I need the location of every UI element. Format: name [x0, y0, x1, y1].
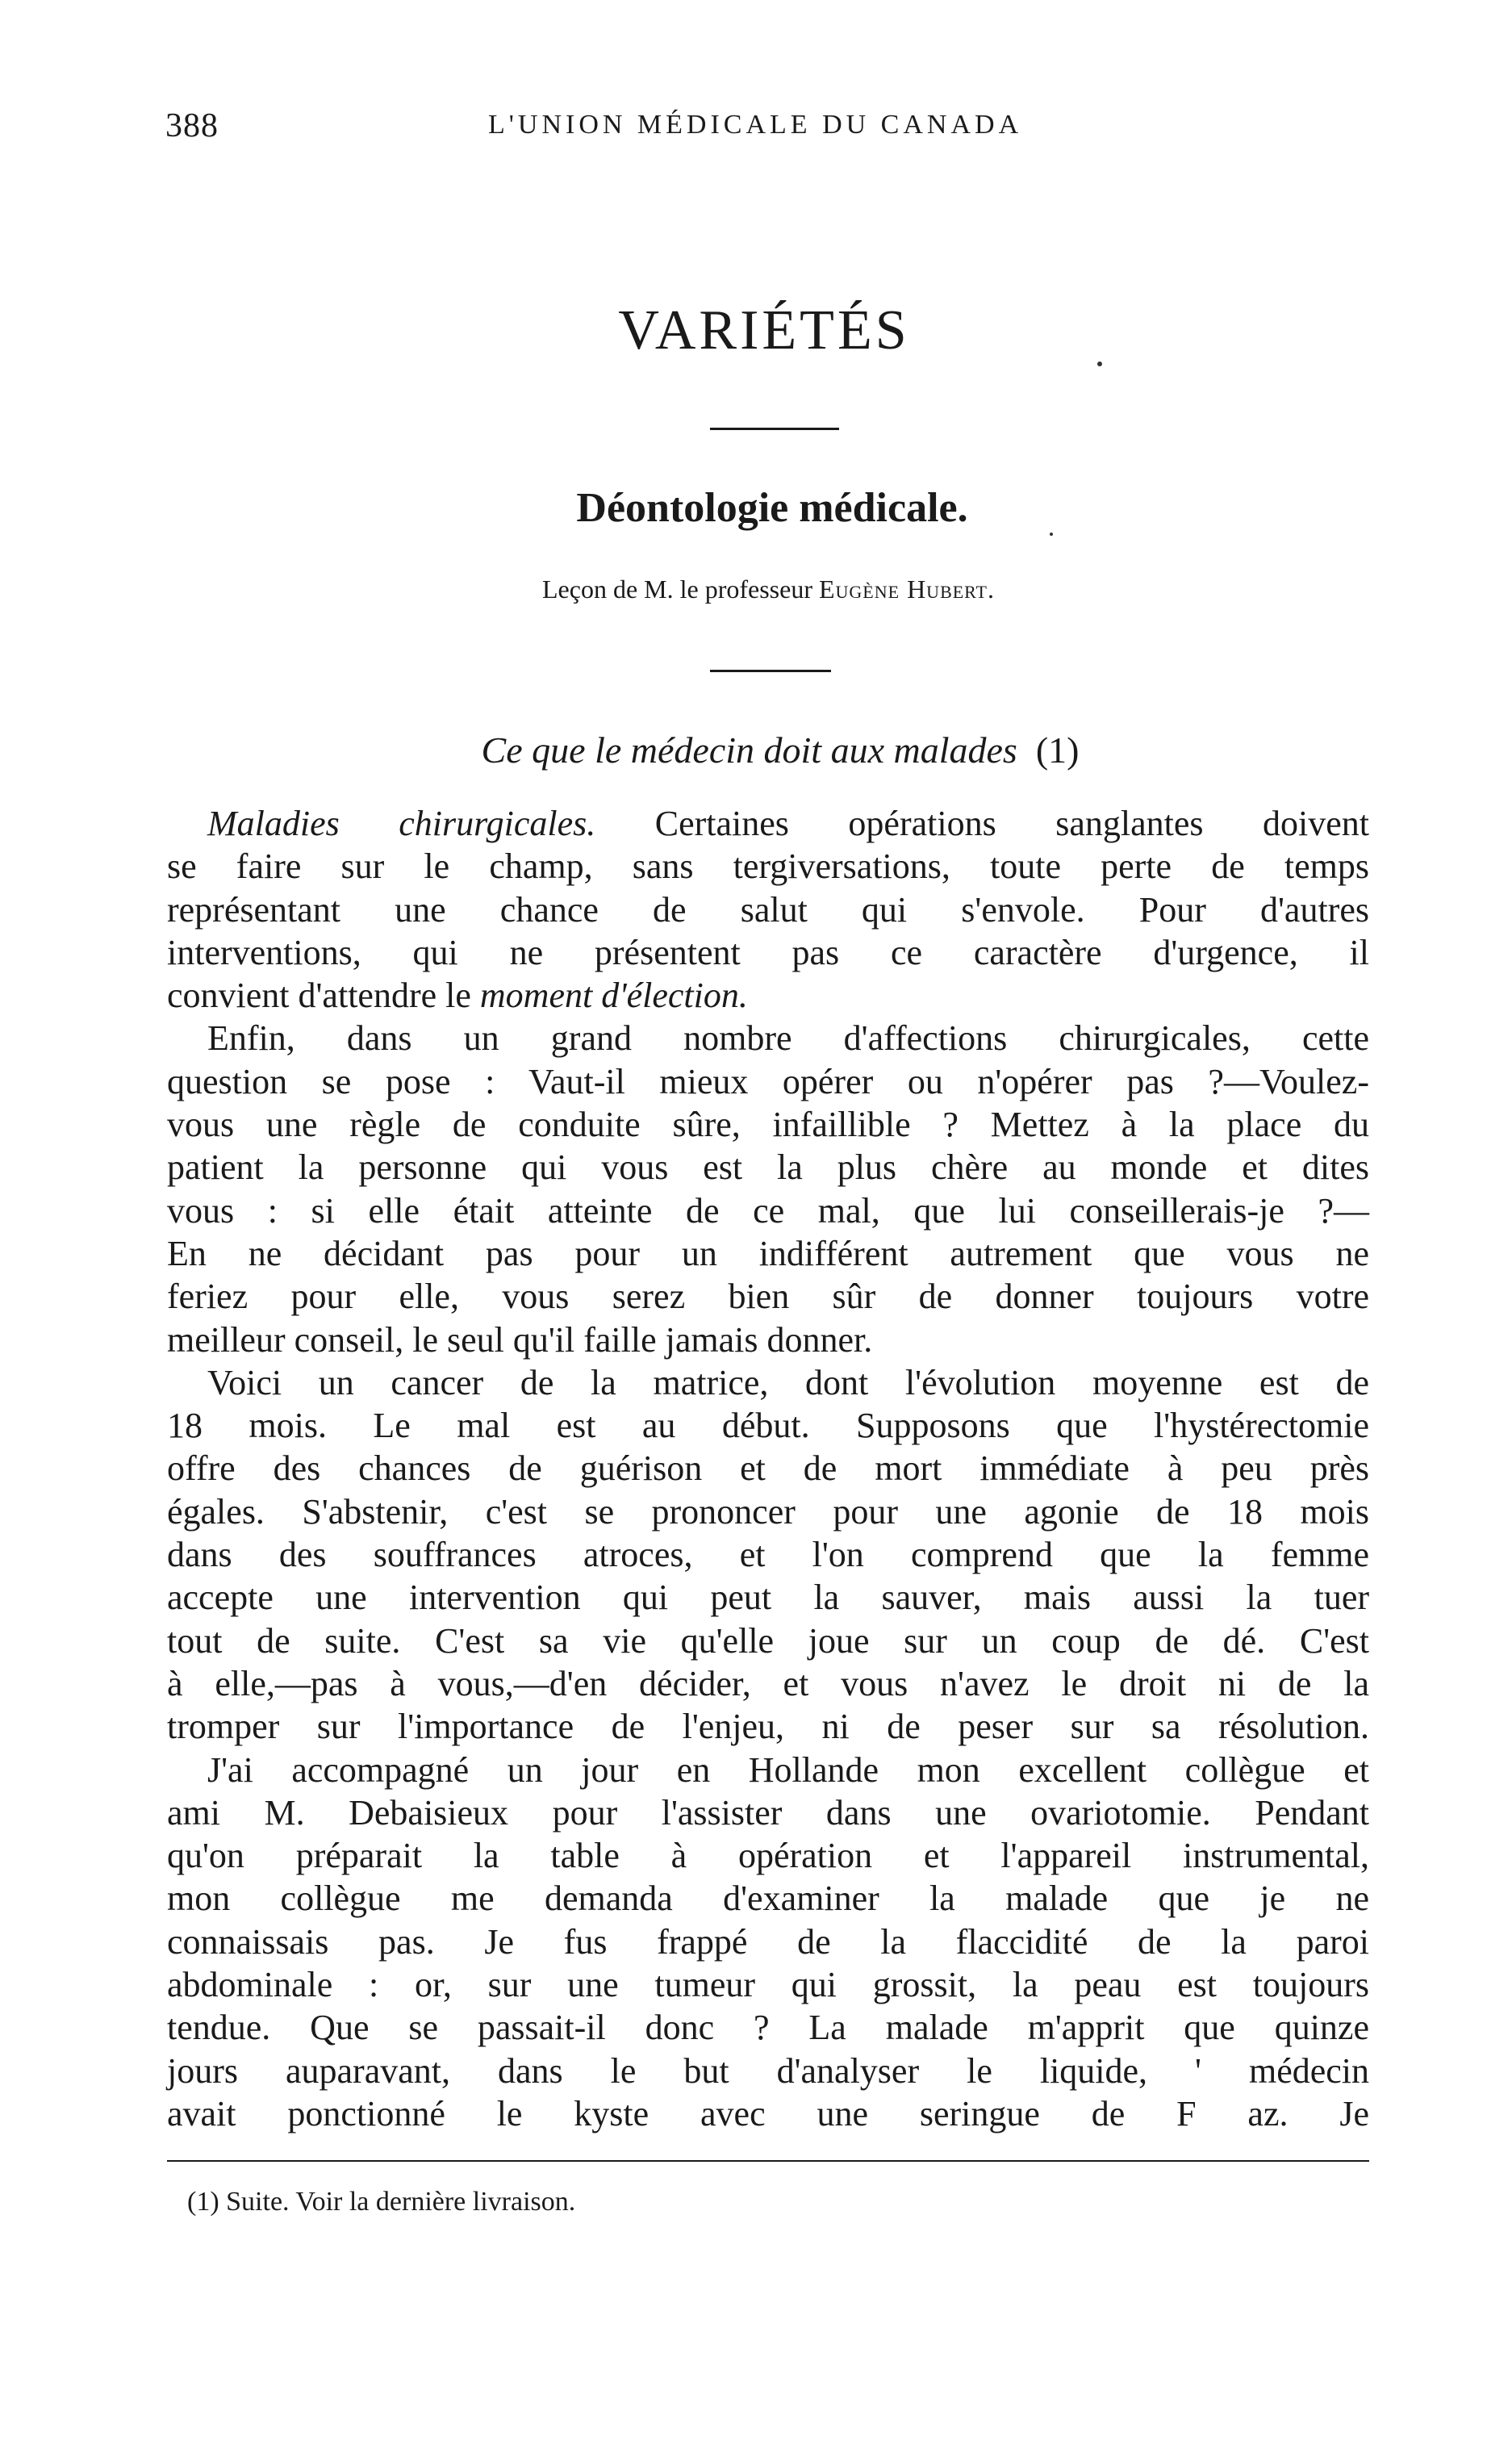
text-line: tromper sur l'importance de l'enjeu, ni de peser sur sa résolution. — [167, 1707, 1369, 1747]
text-line: Enfin, dans un grand nombre d'affections chirurgicales, cette — [207, 1018, 1369, 1059]
text-line: feriez pour elle, vous serez bien sûr de donner toujours votre — [167, 1277, 1369, 1317]
text-line: meilleur conseil, le seul qu'il faille jamais donner. — [167, 1319, 873, 1360]
text-line: abdominale : or, sur une tumeur qui grossit, la peau est toujours — [167, 1965, 1369, 2005]
footnote: (1) Suite. Voir la dernière livraison. — [187, 2187, 576, 2217]
text-line: ami M. Debaisieux pour l'assister dans une ovariotomie. Pendant — [167, 1792, 1369, 1833]
text-line: avait ponctionné le kyste avec une seringue de F az. Je — [167, 2093, 1369, 2133]
text-line: Maladies chirurgicales. Certaines opérations sanglantes doivent — [207, 804, 1369, 843]
text-line: 18 mois. Le mal est au début. Supposons que l'hystérectomie — [167, 1406, 1369, 1446]
text-line: Voici un cancer de la matrice, dont l'évolution moyenne est de — [207, 1362, 1369, 1402]
text-line: interventions, qui ne présentent pas ce caractère d'urgence, il — [167, 932, 1369, 972]
text-line: En ne décidant pas pour un indifférent autrement que vous ne — [167, 1233, 1369, 1273]
text-line: question se pose : Vaut-il mieux opérer ou n'opérer pas ?—Voulez- — [167, 1061, 1369, 1101]
lecture-attribution — [0, 575, 1512, 604]
text-line: patient la personne qui vous est la plus chère au monde et dites — [167, 1147, 1369, 1188]
subsection-heading: Maladies chirurgicales. — [207, 804, 596, 843]
chapter-title — [0, 729, 1512, 771]
text-line: à elle,—pas à vous,—d'en décider, et vous n'avez le droit ni de la — [167, 1663, 1369, 1703]
emphasis: moment d'élection. — [479, 976, 748, 1016]
journal-title: L'UNION MÉDICALE DU CANADA — [488, 110, 1023, 140]
section-title: VARIÉTÉS — [618, 299, 910, 361]
text-line: vous : si elle était atteinte de ce mal, que lui conseillerais-je ?— — [167, 1190, 1369, 1231]
text-line: jours auparavant, dans le but d'analyser le liquide, ' médecin — [167, 2050, 1369, 2091]
print-speck — [1097, 361, 1102, 366]
running-header — [165, 107, 1372, 155]
text-line: tendue. Que se passait-il donc ? La malade m'apprit que quinze — [167, 2008, 1369, 2048]
text-line: égales. S'abstenir, c'est se prononcer pour une agonie de 18 mois — [167, 1491, 1369, 1532]
page-number: 388 — [165, 107, 219, 144]
print-speck — [1050, 533, 1053, 536]
text-line: convient d'attendre le moment d'élection. — [167, 976, 748, 1016]
lecture-author: Eugène Hubert — [818, 575, 988, 604]
chapter-title-text: Ce que le médecin doit aux malades — [481, 729, 1017, 771]
lecture-suffix: . — [987, 575, 994, 604]
text-line: vous une règle de conduite sûre, infaillible ? Mettez à la place du — [167, 1105, 1369, 1145]
article-title: Déontologie médicale. — [576, 485, 968, 531]
text-line: accepte une intervention qui peut la sauver, mais aussi la tuer — [167, 1578, 1369, 1618]
text-line: représentant une chance de salut qui s'envole. Pour d'autres — [167, 889, 1369, 930]
text-line: se faire sur le champ, sans tergiversations, toute perte de temps — [167, 846, 1369, 887]
footnote-divider — [167, 2160, 1369, 2162]
lecture-prefix: Leçon de M. le professeur — [542, 575, 819, 604]
article-body — [167, 802, 1369, 2135]
title-divider — [710, 670, 831, 672]
text-line: qu'on préparait la table à opération et l'appareil instrumental, — [167, 1836, 1369, 1876]
footnote-ref: (1) — [1035, 729, 1080, 771]
text-line: mon collègue me demanda d'examiner la malade que je ne — [167, 1879, 1369, 1919]
section-divider — [710, 428, 839, 430]
text-line: tout de suite. C'est sa vie qu'elle joue sur un coup de dé. C'est — [167, 1620, 1369, 1661]
text-line: dans des souffrances atroces, et l'on comprend que la femme — [167, 1535, 1369, 1575]
text-line: offre des chances de guérison et de mort immédiate à peu près — [167, 1448, 1369, 1489]
text-line: J'ai accompagné un jour en Hollande mon excellent collègue et — [207, 1749, 1369, 1790]
text-line: connaissais pas. Je fus frappé de la flaccidité de la paroi — [167, 1921, 1369, 1962]
